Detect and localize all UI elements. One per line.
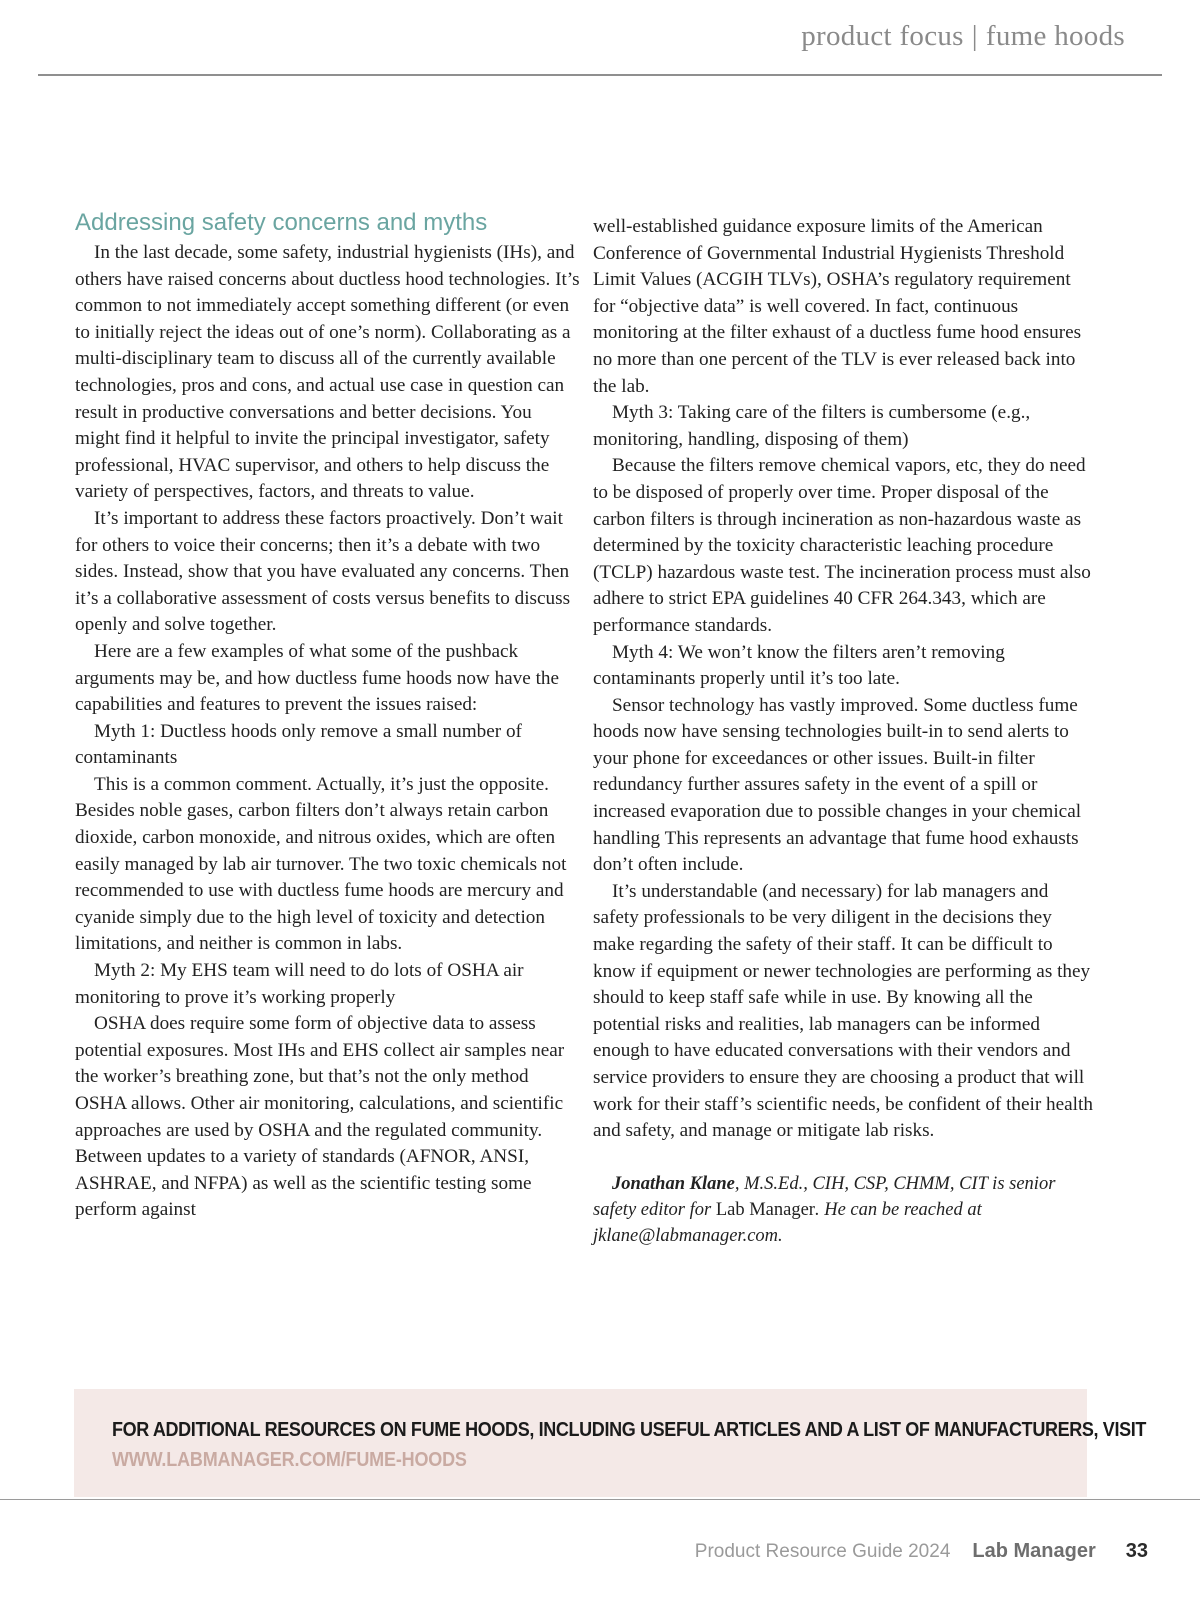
section-heading: Addressing safety concerns and myths [75, 209, 488, 236]
footer-guide-title: Product Resource Guide 2024 [694, 1541, 951, 1562]
author-credentials: , M.S.Ed., CIH, CSP, CHMM, CIT is senior safety editor for [593, 1173, 1056, 1220]
resources-callout [74, 1389, 1147, 1497]
paragraph: It’s important to address these factors proactively. Don’t wait for others to voice their concerns; then it’s a debate with two sides. Instead, show that you have evaluated any concerns. Then it’s a collaborative assessment of costs versus benefits to discuss openly and solve together. [75, 507, 571, 636]
resources-link[interactable]: WWW.LABMANAGER.COM/FUME-HOODS [112, 1449, 467, 1471]
header-separator: | [971, 20, 978, 52]
running-header [801, 20, 1125, 53]
myth-1-heading: Myth 1: Ductless hoods only remove a small number of contaminants [75, 720, 522, 769]
author-name: Jonathan Klane [612, 1173, 735, 1194]
header-section: product focus [801, 20, 964, 52]
paragraph: Here are a few examples of what some of the pushback arguments may be, and how ductless fume hoods now have the capabilities and features to prevent the issues raised: [75, 640, 560, 716]
myth-2-heading: Myth 2: My EHS team will need to do lots of OSHA air monitoring to prove it’s working properly [75, 960, 524, 1008]
paragraph: In the last decade, some safety, industrial hygienists (IHs), and others have raised concerns about ductless hood technologies. It’s common to not immediately accept something different (or even to initially reject the ideas out of one’s norm). Collaborating as a multi-disciplinary team to discuss all of the currently available technologies, pros and cons, and actual use case in question can result in productive conversations and better decisions. You might find it helpful to invite the principal investigator, safety professional, HVAC supervisor, and others to help discuss the variety of perspectives, factors, and threats to value. [75, 242, 580, 503]
article-column-right [593, 214, 1093, 1249]
author-byline [593, 1171, 1093, 1249]
header-divider [38, 74, 1162, 76]
footer-divider [0, 1499, 1200, 1500]
paragraph: This is a common comment. Actually, it’s just the opposite. Besides noble gases, carbon filters don’t always retain carbon dioxide, carbon monoxide, and nitrous oxides, which are often easily managed by lab air turnover. The two toxic chemicals not recommended to use with ductless fume hoods are mercury and cyanide simply due to the high level of toxicity and detection limitations, and neither is common in labs. [75, 773, 567, 955]
paragraph: Because the filters remove chemical vapors, etc, they do need to be disposed of properly over time. Proper disposal of the carbon filters is through incineration as non-hazardous waste as determined by the toxicity characteristic leaching procedure (TCLP) hazardous waste test. The incineration process must also adhere to strict EPA guidelines 40 CFR 264.343, which are performance standards. [593, 455, 1091, 636]
myth-4-heading: Myth 4: We won’t know the filters aren’t removing contaminants properly until it’s too late. [593, 641, 1005, 690]
article-column-left [75, 208, 580, 1224]
header-topic: fume hoods [985, 20, 1125, 52]
page-number: 33 [1125, 1540, 1148, 1562]
myth-3-heading: Myth 3: Taking care of the filters is cumbersome (e.g., monitoring, handling, disposing of them) [593, 402, 1031, 450]
paragraph: It’s understandable (and necessary) for lab managers and safety professionals to be very diligent in the decisions they make regarding the safety of their staff. It can be difficult to know if equipment or newer technologies are performing as they should to keep staff safe while in use. By knowing all the potential risks and realities, lab managers can be informed enough to have educated conversations with their vendors and service providers to ensure they are choosing a product that will work for their staff’s scientific needs, be confident of their health and safety, and manage or mitigate lab risks. [593, 880, 1093, 1142]
paragraph: OSHA does require some form of objective data to assess potential exposures. Most IHs and EHS collect air samples near the worker’s breathing zone, but that’s not the only method OSHA allows. Other air monitoring, calculations, and scientific approaches are used by OSHA and the regulated community. Between updates to a variety of standards (AFNOR, ANSI, ASHRAE, and NFPA) as well as the scientific testing some perform against [75, 1013, 565, 1221]
footer-brand: Lab Manager [972, 1540, 1096, 1562]
paragraph-continuation: well-established guidance exposure limits of the American Conference of Governmental Industrial Hygienists Threshold Limit Values (ACGIH TLVs), OSHA’s regulatory requirement for “objective data” is well covered. In fact, continuous monitoring at the filter exhaust of a ductless fume hood ensures no more than one percent of the TLV is ever released back into the lab. [593, 216, 1082, 397]
author-contact: . He can be reached at jklane@labmanager.com. [593, 1199, 982, 1246]
page-footer [695, 1540, 1148, 1563]
publication-name: Lab Manager [715, 1199, 815, 1220]
paragraph: Sensor technology has vastly improved. Some ductless fume hoods now have sensing technologies built-in to send alerts to your phone for exceedances or other issues. Built-in filter redundancy further assures safety in the event of a spill or increased evaporation due to possible changes in your chemical handling This represents an advantage that fume hood exhausts don’t often include. [593, 694, 1082, 876]
resources-text: FOR ADDITIONAL RESOURCES ON FUME HOODS, INCLUDING USEFUL ARTICLES AND A LIST OF MANUFACTURERS, VISIT [112, 1419, 1147, 1441]
